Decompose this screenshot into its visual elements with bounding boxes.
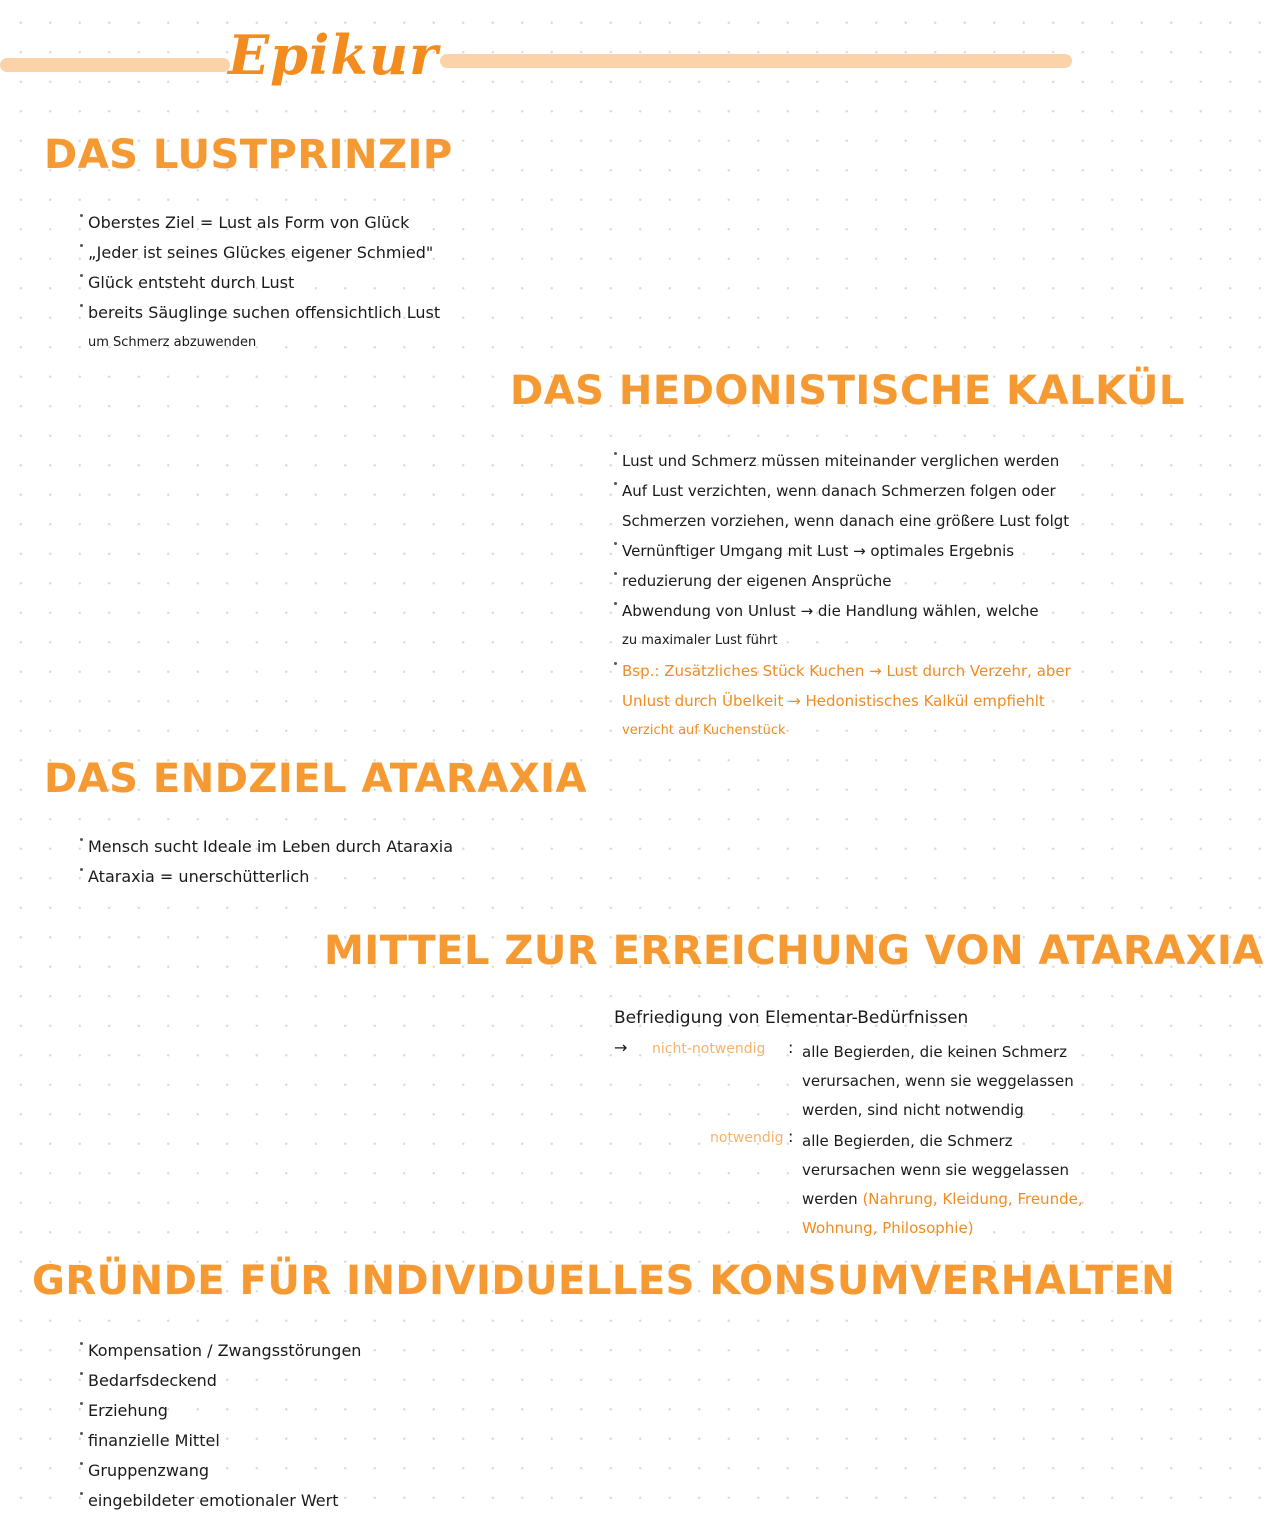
list-item: Gruppenzwang (80, 1456, 361, 1486)
mittel-block (614, 1008, 1083, 1248)
colon: : (788, 1038, 794, 1057)
colon: : (788, 1127, 794, 1146)
description-line: alle Begierden, die Schmerz (802, 1132, 1013, 1150)
list-item: Vernünftiger Umgang mit Lust → optimales Ergebnis (614, 536, 1071, 566)
description-text: werden (802, 1190, 858, 1208)
description-line (802, 1185, 1083, 1214)
heading-mittel: MITTEL ZUR ERREICHUNG VON ATARAXIA (324, 928, 1264, 974)
list-item: Auf Lust verzichten, wenn danach Schmerzen folgen oder (614, 476, 1071, 506)
description-line: verursachen, wenn sie weggelassen (802, 1072, 1074, 1090)
list-item: Erziehung (80, 1396, 361, 1426)
list-item: Mensch sucht Ideale im Leben durch Ataraxia (80, 832, 453, 862)
mittel-intro: Befriedigung von Elementar-Bedürfnissen (614, 1008, 969, 1028)
list-item: Abwendung von Unlust → die Handlung wählen, welche (614, 596, 1071, 626)
heading-lustprinzip: DAS LUSTPRINZIP (44, 132, 453, 178)
heading-ataraxia: DAS ENDZIEL ATARAXIA (44, 756, 587, 802)
lustprinzip-list (80, 208, 440, 358)
example-line: Unlust durch Übelkeit → Hedonistisches Kalkül empfiehlt (622, 692, 1045, 710)
list-item: reduzierung der eigenen Ansprüche (614, 566, 1071, 596)
title-highlight-left (0, 58, 230, 72)
list-item-continuation: Schmerzen vorziehen, wenn danach eine größere Lust folgt (622, 512, 1070, 530)
label-notwendig: notwendig (710, 1130, 784, 1146)
heading-kalkuel: DAS HEDONISTISCHE KALKÜL (510, 368, 1185, 414)
label-nicht-notwendig: nicht-notwendig (652, 1041, 766, 1057)
notwendig-description (802, 1127, 1083, 1243)
heading-gruende: GRÜNDE FÜR INDIVIDUELLES KONSUMVERHALTEN (32, 1258, 1176, 1304)
examples-text: (Nahrung, Kleidung, Freunde, (862, 1190, 1083, 1208)
title-highlight-right (440, 54, 1072, 68)
list-item: Bedarfsdeckend (80, 1366, 361, 1396)
ataraxia-list (80, 832, 453, 892)
list-item: Lust und Schmerz müssen miteinander verglichen werden (614, 446, 1071, 476)
description-line: verursachen wenn sie weggelassen (802, 1161, 1069, 1179)
list-item: finanzielle Mittel (80, 1426, 361, 1456)
list-item: bereits Säuglinge suchen offensichtlich Lust (80, 298, 440, 328)
list-item: „Jeder ist seines Glückes eigener Schmied" (80, 238, 440, 268)
list-item: Oberstes Ziel = Lust als Form von Glück (80, 208, 440, 238)
kalkuel-list (614, 446, 1071, 746)
list-item-continuation: um Schmerz abzuwenden (88, 335, 257, 350)
page-title: Epikur (228, 23, 439, 87)
nicht-notwendig-description (802, 1038, 1074, 1125)
description-line: alle Begierden, die keinen Schmerz (802, 1043, 1068, 1061)
examples-text: Wohnung, Philosophie) (802, 1219, 974, 1237)
list-item: Kompensation / Zwangsstörungen (80, 1336, 361, 1366)
example-line: verzicht auf Kuchenstück (622, 723, 786, 738)
list-item: Ataraxia = unerschütterlich (80, 862, 453, 892)
list-item: eingebildeter emotionaler Wert (80, 1486, 361, 1516)
list-item-continuation: zu maximaler Lust führt (622, 633, 778, 648)
description-line: werden, sind nicht notwendig (802, 1101, 1024, 1119)
list-item: Glück entsteht durch Lust (80, 268, 440, 298)
gruende-list (80, 1336, 361, 1516)
example-line: Bsp.: Zusätzliches Stück Kuchen → Lust durch Verzehr, aber (614, 656, 1071, 686)
arrow-icon: → (614, 1038, 628, 1057)
